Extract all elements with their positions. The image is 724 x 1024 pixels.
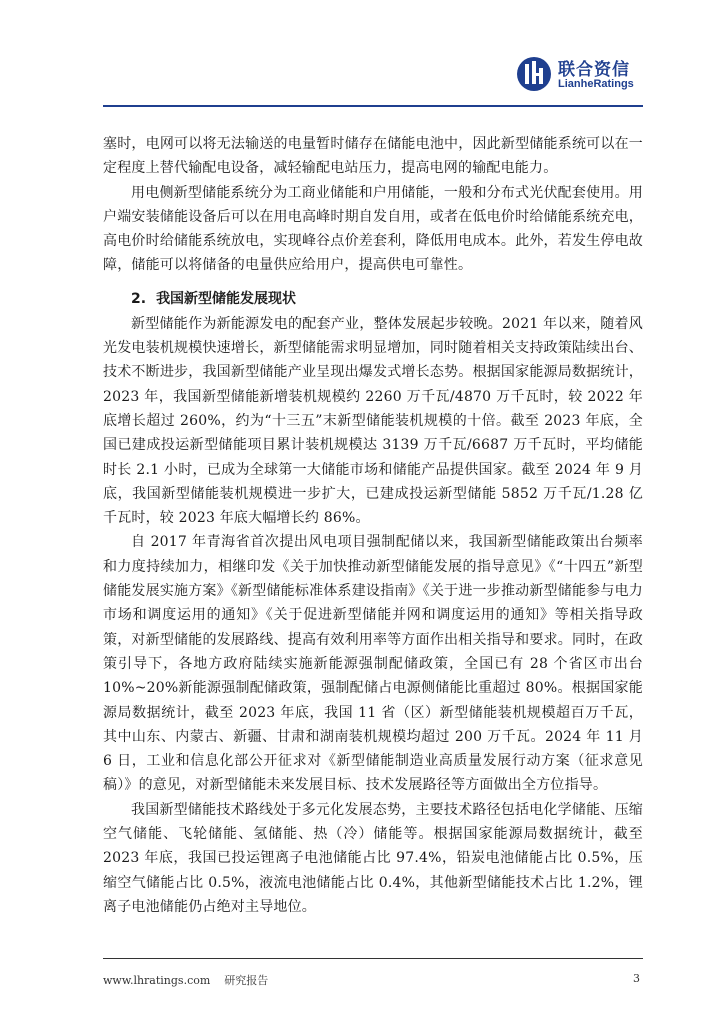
- paragraph-technology: 我国新型储能技术路线处于多元化发展态势，主要技术路径包括电化学储能、压缩空气储能、飞轮储能、氢储能、热（冷）储能等。根据国家能源局数据统计，截至 2023 年底，我国已投运锂离子电池储能占比 97.4%，铅炭电池储能占比 0.5%，压缩空气储能占比 0.5%，液流电池储能占比 0.4%，其他新型储能技术占比 1.2%，锂离子电池储能仍占绝对主导地位。: [103, 801, 643, 915]
- header-divider: [103, 105, 643, 107]
- brand-logo: [516, 52, 646, 96]
- section-title: 我国新型储能发展现状: [156, 290, 297, 307]
- brand-name-cn: 联合资信: [558, 60, 630, 80]
- footer-website[interactable]: www.lhratings.com: [103, 974, 211, 987]
- paragraph-user-side: 用电侧新型储能系统分为工商业储能和户用储能，一般和分布式光伏配套使用。用户端安装储能设备后可以在用电高峰时期自发自用，或者在低电价时给储能系统充电，高电价时给储能系统放电，实现峰谷点价差套利，降低用电成本。此外，若发生停电故障，储能可以将储备的电量供应给用户，提高供电可靠性。: [103, 184, 643, 274]
- section-number: 2.: [131, 290, 147, 307]
- page-number: 3: [633, 972, 640, 985]
- lianhe-logo-icon: [516, 56, 552, 92]
- paragraph-policy: 自 2017 年青海省首次提出风电项目强制配储以来，我国新型储能政策出台频率和力度持续加力，相继印发《关于加快推动新型储能发展的指导意见》《“十四五”新型储能发展实施方案》《新型储能标准体系建设指南》《关于进一步推动新型储能参与电力市场和调度运用的通知》《关于促进新型储能并网和调度运用的通知》等相关指导政策，对新型储能的发展路线、提高有效利用率等方面作出相关指导和要求。同时，在政策引导下，各地方政府陆续实施新能源强制配储政策，全国已有 28 个省区市出台 10%~20%新能源强制配储政策，强制配储占电源侧储能比重超过 80%。根据国家能源局数据统计，截至 2023 年底，我国 11 省（区）新型储能装机规模超百万千瓦，其中山东、内蒙古、新疆、甘肃和湖南装机规模均超过 200 万千瓦。2024 年 11 月 6 日，工业和信息化部公开征求对《新型储能制造业高质量发展行动方案（征求意见稿）》的意见，对新型储能未来发展目标、技术发展路径等方面做出全方位指导。: [103, 534, 643, 794]
- report-body: [103, 132, 643, 919]
- paragraph-development: 新型储能作为新能源发电的配套产业，整体发展起步较晚。2021 年以来，随着风光发电装机规模快速增长，新型储能需求明显增加，同时随着相关支持政策陆续出台、技术不断进步，我国新型储能产业呈现出爆发式增长态势。根据国家能源局数据统计，2023 年，我国新型储能新增装机规模约 2260 万千瓦/4870 万千瓦时，较 2022 年底增长超过 260%，约为“十三五”末新型储能装机规模的十倍。截至 2023 年底，全国已建成投运新型储能项目累计装机规模达 3139 万千瓦/6687 万千瓦时，平均储能时长 2.1 小时，已成为全球第一大储能市场和储能产品提供国家。截至 2024 年 9 月底，我国新型储能装机规模进一步扩大，已建成投运新型储能 5852 万千瓦/1.28 亿千瓦时，较 2023 年底大幅增长约 86%。: [103, 315, 643, 527]
- footer-doc-type: 研究报告: [224, 974, 269, 987]
- footer-divider: [103, 958, 643, 959]
- footer-info: [103, 972, 268, 988]
- section-heading: [103, 286, 643, 312]
- brand-name-en: LianheRatings: [558, 78, 634, 90]
- paragraph-grid-side: 塞时，电网可以将无法输送的电量暂时储存在储能电池中，因此新型储能系统可以在一定程度上替代输配电设备，减轻输配电站压力，提高电网的输配电能力。: [103, 136, 643, 177]
